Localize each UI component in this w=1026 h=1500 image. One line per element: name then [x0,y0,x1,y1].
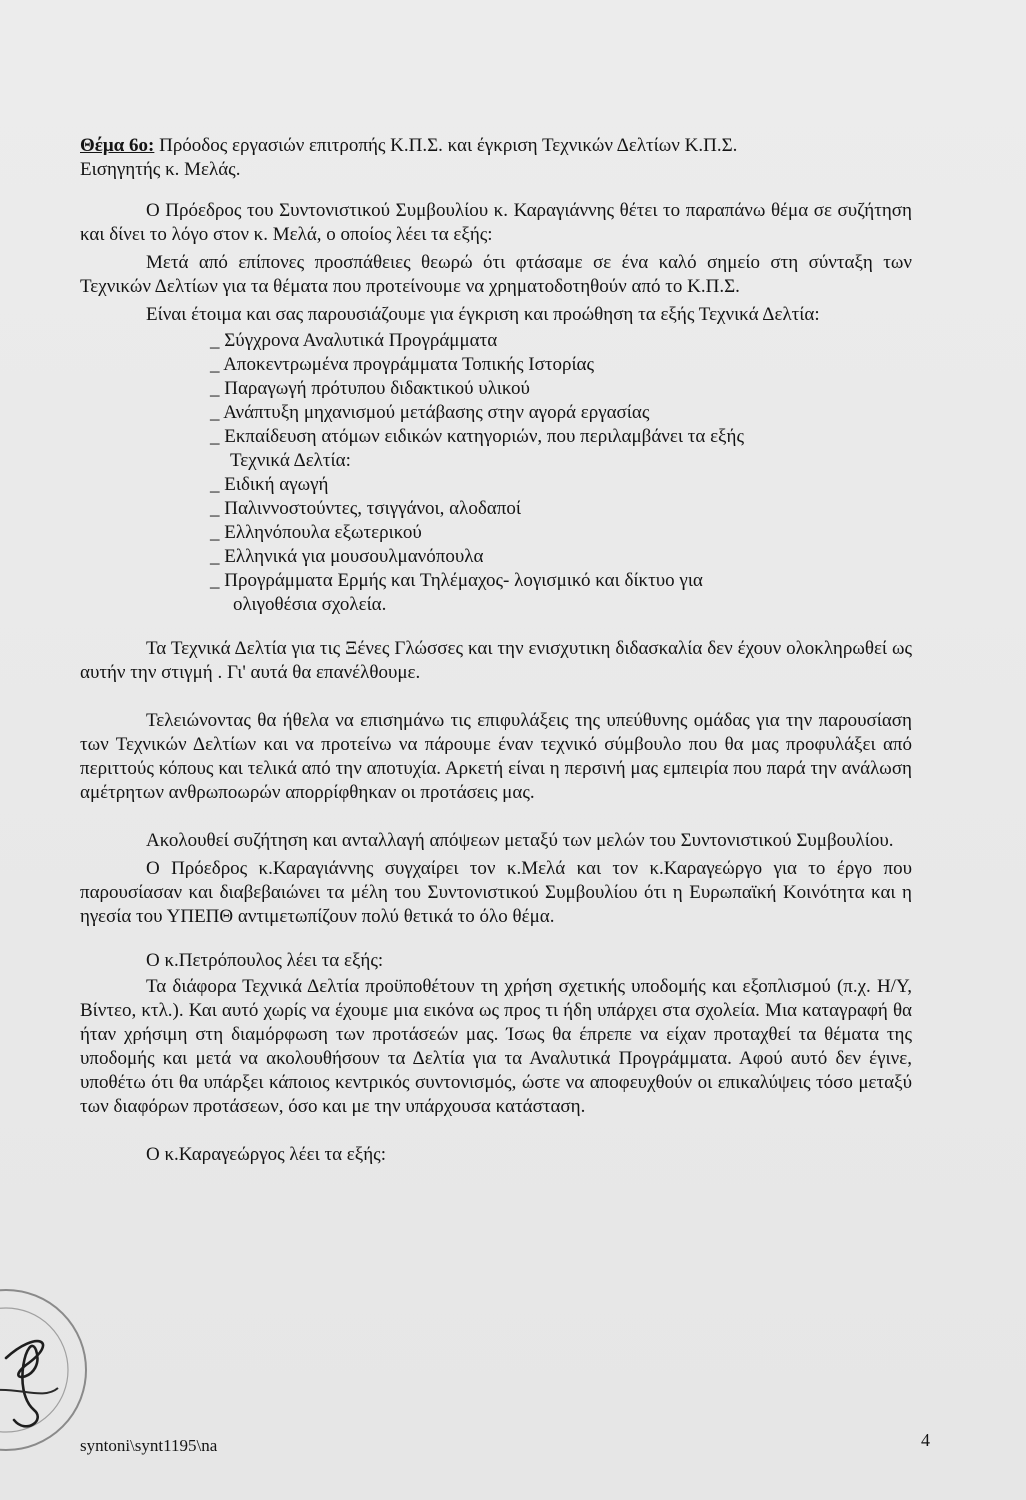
list-item-continuation: Τεχνικά Δελτία: [230,450,351,471]
petropoulos-intro: Ο κ.Πετρόπουλος λέει τα εξής: [146,950,384,971]
rapporteur-line: Εισηγητής κ. Μελάς. [80,159,241,180]
list-item: _ Παραγωγή πρότυπου διδακτικού υλικού [210,378,530,399]
item-heading [80,134,912,158]
item-heading-label: Θέμα 6ο: [80,135,155,156]
list-item: _ Ελληνικά για μουσουλμανόπουλα [210,546,484,567]
paragraph-foreign-languages: Τα Τεχνικά Δελτία για τις Ξένες Γλώσσες και την ενισχυτικη διδασκαλία δεν έχουν ολοκληρωθεί ως αυτήν την στιγμή . Γι' αυτά θα επανέλθουμε. [80,638,912,683]
paragraph-discussion: Ακολουθεί συζήτηση και ανταλλαγή απόψεων μεταξύ των μελών του Συντονιστικού Συμβουλίου. [146,830,894,851]
paragraph-president-response: Ο Πρόεδρος κ.Καραγιάννης συγχαίρει τον κ.Μελά και τον κ.Καραγεώργο για το έργο που παρουσίασαν και διαβεβαιώνει τα μέλη του Συντονιστικού Συμβουλίου ότι η Ευρωπαϊκή Κοινότητα και η ηγεσία του ΥΠΕΠΘ αντιμετωπίζουν πολύ θετικά το όλο θέμα. [80,858,912,927]
paragraph-president-opens: Ο Πρόεδρος του Συντονιστικού Συμβουλίου κ. Καραγιάννης θέτει το παραπάνω θέμα σε συζήτηση και δίνει το λόγο στον κ. Μελά, ο οποίος λέει τα εξής: [80,200,912,245]
list-item: _ Ειδική αγωγή [210,474,329,495]
list-item: _ Προγράμματα Ερμής και Τηλέμαχος- λογισμικό και δίκτυο για [210,570,703,591]
list-item: _ Εκπαίδευση ατόμων ειδικών κατηγοριών, που περιλαμβάνει τα εξής [210,426,744,447]
paragraph-closing-remarks: Τελειώνοντας θα ήθελα να επισημάνω τις επιφυλάξεις της υπεύθυνης ομάδας για την παρουσίαση των Τεχνικών Δελτίων και να προτείνω να πάρουμε έναν τεχνικό σύμβουλο που θα μας προφυλάξει από περιττούς κόπους και τελικά από την αποτυχία. Αρκετή είναι η περσινή μας εμπειρία που παρά την ανάλωση αμέτρητων ανθρωποωρών απορρίφθηκαν οι προτάσεις μας. [80,710,912,803]
list-item-continuation: ολιγοθέσια σχολεία. [233,594,387,615]
karageorgos-intro: Ο κ.Καραγεώργος λέει τα εξής: [146,1144,386,1165]
item-heading-text: Πρόοδος εργασιών επιτροπής Κ.Π.Σ. και έγκριση Τεχνικών Δελτίων Κ.Π.Σ. [159,135,738,156]
list-item: _ Παλιννοστούντες, τσιγγάνοι, αλοδαποί [210,498,521,519]
list-item: _ Αποκεντρωμένα προγράμματα Τοπικής Ιστορίας [210,354,595,375]
list-item: _ Ελληνόπουλα εξωτερικού [210,522,422,543]
list-item: _ Σύγχρονα Αναλυτικά Προγράμματα [210,330,498,351]
technical-sheets-list [80,329,912,617]
page-number: 4 [921,1430,930,1450]
petropoulos-statement: Τα διάφορα Τεχνικά Δελτία προϋποθέτουν τη χρήση σχετικής υποδομής και εξοπλισμού (π.χ. Η/Υ, Βίντεο, κτλ.). Και αυτό χωρίς να έχουμε μια εικόνα ως προς τι ήδη υπάρχει στα σχολεία. Μια καταγραφή θα ήταν χρήσιμη στη διαμόρφωση των προτάσεών μας. Ίσως θα έπρεπε να είχαν προταχθεί τα θέματα της υποδομής και μετά να ακολουθήσουν τα Δελτία για τα Αναλυτικά Προγράμματα. Αφού αυτό δεν έγινε, υποθέτω ότι θα υπάρξει κάποιος κεντρικός συντονισμός, ώστε να αποφευχθούν οι επικαλύψεις τόσο μεταξύ των διαφόρων προτάσεων, όσο και με την υπάρχουσα κατάσταση. [80,976,912,1117]
footer-file-path: syntoni\synt1195\na [80,1436,218,1455]
list-item: _ Ανάπτυξη μηχανισμού μετάβασης στην αγορά εργασίας [210,402,650,423]
paragraph-melas-statement: Μετά από επίπονες προσπάθειες θεωρώ ότι φτάσαμε σε ένα καλό σημείο στη σύνταξη των Τεχνικών Δελτίων για τα θέματα που προτείνουμε να χρηματοδοτηθούν από το Κ.Π.Σ. [80,252,912,297]
paragraph-ready-sheets: Είναι έτοιμα και σας παρουσιάζουμε για έγκριση και προώθηση τα εξής Τεχνικά Δελτία: [146,304,820,325]
document-body [80,134,912,1167]
